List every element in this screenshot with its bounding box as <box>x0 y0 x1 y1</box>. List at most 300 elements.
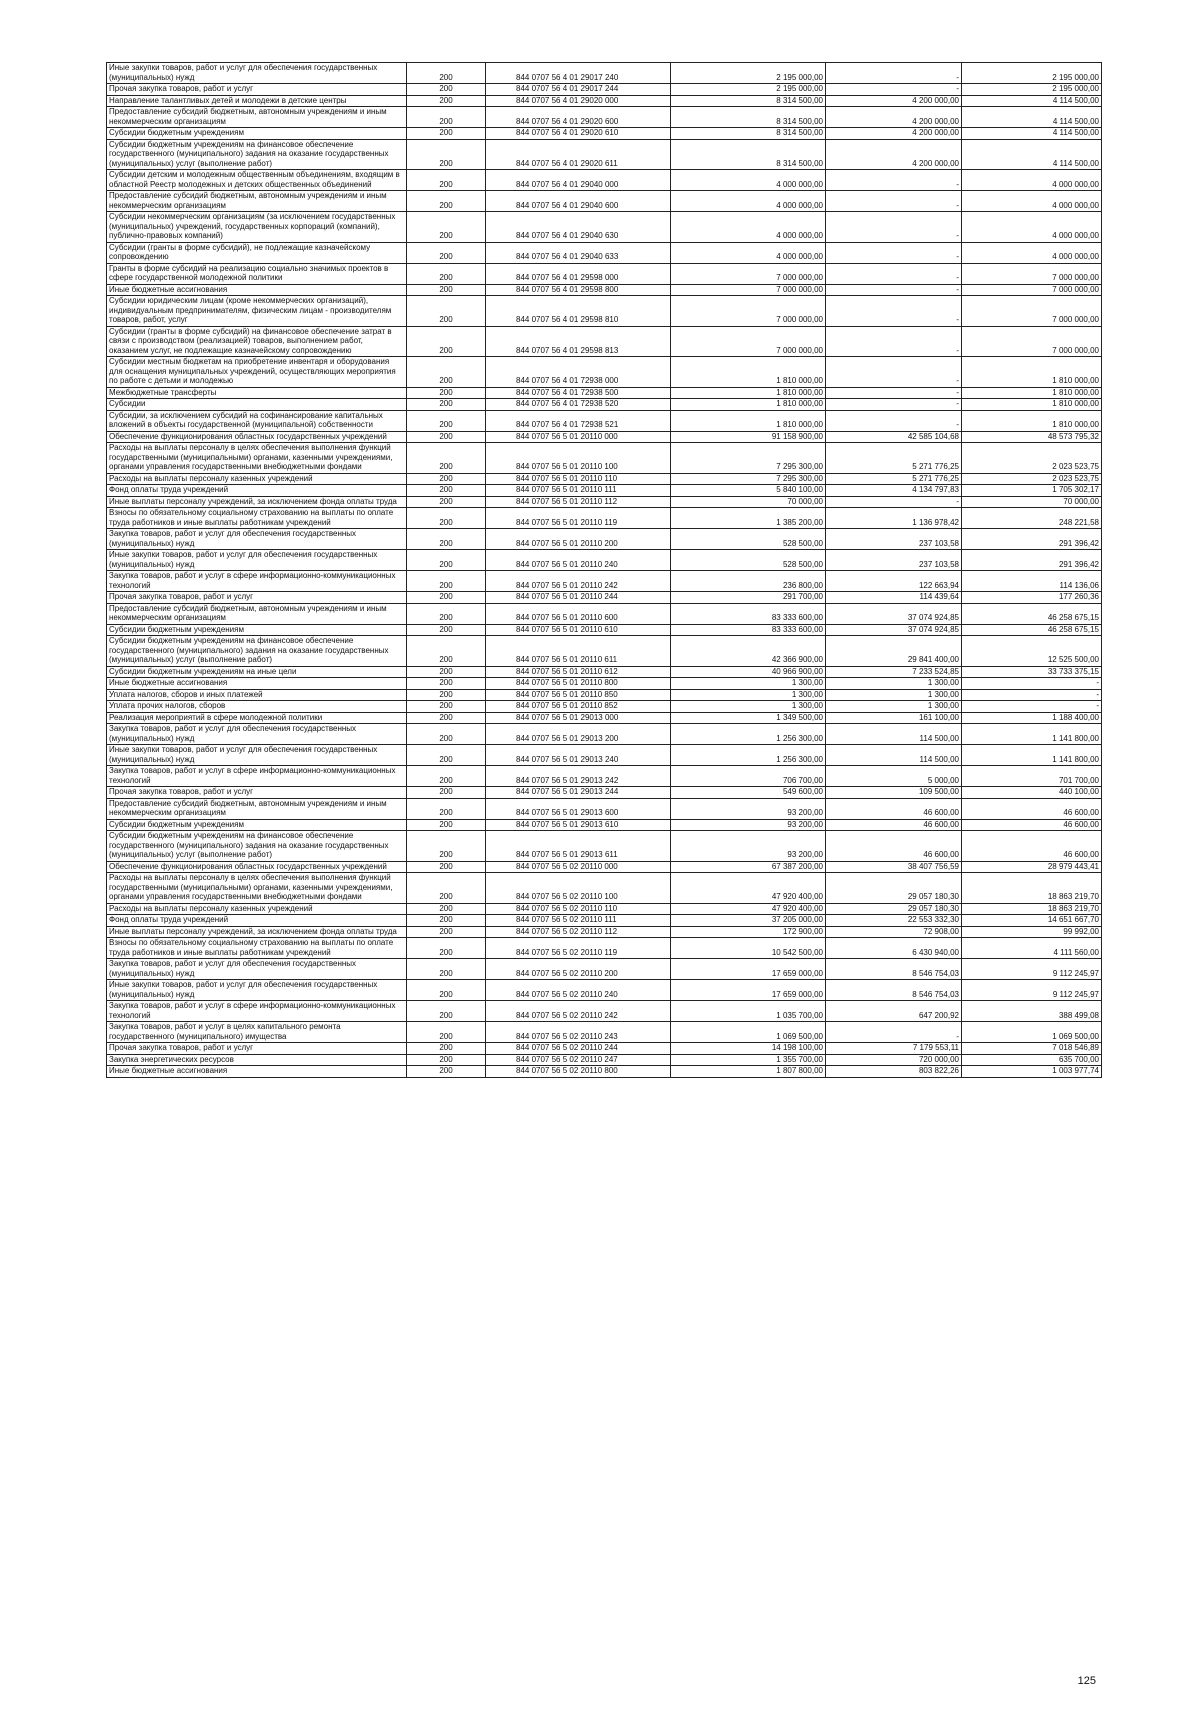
row-remaining-cell: 4 000 000,00 <box>962 191 1102 212</box>
table-row <box>107 550 1102 571</box>
row-budget-code-cell: 844 0707 56 5 01 20110 850 <box>486 689 671 701</box>
table-row <box>107 1054 1102 1066</box>
table-row <box>107 980 1102 1001</box>
row-budget-code-cell: 844 0707 56 5 01 20110 242 <box>486 571 671 592</box>
row-executed-cell: 114 500,00 <box>826 745 962 766</box>
row-executed-cell: 4 200 000,00 <box>826 139 962 170</box>
row-line-code-cell: 200 <box>407 592 486 604</box>
row-approved-cell: 1 035 700,00 <box>671 1001 826 1022</box>
row-executed-cell: - <box>826 84 962 96</box>
row-budget-code-cell: 844 0707 56 4 01 72938 500 <box>486 387 671 399</box>
table-row <box>107 263 1102 284</box>
row-budget-code-cell: 844 0707 56 5 02 20110 100 <box>486 873 671 904</box>
row-line-code-cell: 200 <box>407 712 486 724</box>
table-row <box>107 571 1102 592</box>
row-remaining-cell: 4 000 000,00 <box>962 242 1102 263</box>
row-name-cell: Иные бюджетные ассигнования <box>107 1066 407 1078</box>
row-executed-cell: - <box>826 191 962 212</box>
row-line-code-cell: 200 <box>407 473 486 485</box>
row-remaining-cell: 7 000 000,00 <box>962 296 1102 327</box>
row-line-code-cell: 200 <box>407 84 486 96</box>
row-budget-code-cell: 844 0707 56 5 02 20110 240 <box>486 980 671 1001</box>
row-line-code-cell: 200 <box>407 399 486 411</box>
page-number: 125 <box>1077 1675 1096 1687</box>
row-name-cell: Субсидии бюджетным учреждениям на иные цели <box>107 666 407 678</box>
row-remaining-cell: 1 069 500,00 <box>962 1022 1102 1043</box>
row-remaining-cell: 7 018 546,89 <box>962 1043 1102 1055</box>
table-row <box>107 84 1102 96</box>
table-row <box>107 831 1102 862</box>
row-remaining-cell: 248 221,58 <box>962 508 1102 529</box>
row-approved-cell: 291 700,00 <box>671 592 826 604</box>
table-row <box>107 431 1102 443</box>
row-line-code-cell: 200 <box>407 689 486 701</box>
row-line-code-cell: 200 <box>407 603 486 624</box>
row-budget-code-cell: 844 0707 56 5 01 20110 611 <box>486 636 671 667</box>
row-name-cell: Субсидии (гранты в форме субсидий) на финансовое обеспечение затрат в связи с производством (реализацией) товаров, выполнением работ, оказанием услуг, не подлежащие казначейскому сопровождению <box>107 326 407 357</box>
row-name-cell: Иные выплаты персоналу учреждений, за исключением фонда оплаты труда <box>107 926 407 938</box>
row-budget-code-cell: 844 0707 56 5 01 20110 112 <box>486 496 671 508</box>
row-budget-code-cell: 844 0707 56 5 01 29013 240 <box>486 745 671 766</box>
row-budget-code-cell: 844 0707 56 4 01 29020 000 <box>486 95 671 107</box>
row-remaining-cell: 1 705 302,17 <box>962 485 1102 497</box>
row-name-cell: Предоставление субсидий бюджетным, автономным учреждениям и иным некоммерческим организациям <box>107 798 407 819</box>
row-approved-cell: 7 000 000,00 <box>671 296 826 327</box>
table-row <box>107 819 1102 831</box>
row-remaining-cell: 46 258 675,15 <box>962 603 1102 624</box>
row-executed-cell: 4 134 797,83 <box>826 485 962 497</box>
row-approved-cell: 1 810 000,00 <box>671 357 826 388</box>
row-remaining-cell: 9 112 245,97 <box>962 980 1102 1001</box>
row-name-cell: Закупка товаров, работ и услуг для обеспечения государственных (муниципальных) нужд <box>107 724 407 745</box>
table-row <box>107 326 1102 357</box>
row-line-code-cell: 200 <box>407 128 486 140</box>
row-budget-code-cell: 844 0707 56 5 01 20110 240 <box>486 550 671 571</box>
row-approved-cell: 1 349 500,00 <box>671 712 826 724</box>
row-approved-cell: 8 314 500,00 <box>671 95 826 107</box>
table-row <box>107 624 1102 636</box>
row-approved-cell: 10 542 500,00 <box>671 938 826 959</box>
row-line-code-cell: 200 <box>407 326 486 357</box>
table-row <box>107 666 1102 678</box>
row-approved-cell: 37 205 000,00 <box>671 915 826 927</box>
row-budget-code-cell: 844 0707 56 5 01 20110 244 <box>486 592 671 604</box>
row-name-cell: Субсидии детским и молодежным общественным объединениям, входящим в областной Реестр молодежных и детских общественных объединений <box>107 170 407 191</box>
row-budget-code-cell: 844 0707 56 5 02 20110 800 <box>486 1066 671 1078</box>
row-executed-cell: - <box>826 1022 962 1043</box>
table-row <box>107 443 1102 474</box>
row-executed-cell: 237 103,58 <box>826 529 962 550</box>
row-budget-code-cell: 844 0707 56 5 01 20110 119 <box>486 508 671 529</box>
row-approved-cell: 8 314 500,00 <box>671 107 826 128</box>
row-remaining-cell: 2 023 523,75 <box>962 443 1102 474</box>
row-remaining-cell: 99 992,00 <box>962 926 1102 938</box>
row-line-code-cell: 200 <box>407 1001 486 1022</box>
row-line-code-cell: 200 <box>407 938 486 959</box>
row-budget-code-cell: 844 0707 56 5 01 29013 000 <box>486 712 671 724</box>
row-approved-cell: 2 195 000,00 <box>671 84 826 96</box>
row-line-code-cell: 200 <box>407 959 486 980</box>
row-line-code-cell: 200 <box>407 139 486 170</box>
row-line-code-cell: 200 <box>407 485 486 497</box>
row-name-cell: Субсидии бюджетным учреждениям на финансовое обеспечение государственного (муниципального) задания на оказание государственных (муниципальных) услуг (выполнение работ) <box>107 636 407 667</box>
row-approved-cell: 172 900,00 <box>671 926 826 938</box>
row-budget-code-cell: 844 0707 56 5 01 20110 000 <box>486 431 671 443</box>
row-budget-code-cell: 844 0707 56 4 01 29020 610 <box>486 128 671 140</box>
row-budget-code-cell: 844 0707 56 4 01 29017 244 <box>486 84 671 96</box>
row-name-cell: Субсидии (гранты в форме субсидий), не подлежащие казначейскому сопровождению <box>107 242 407 263</box>
row-remaining-cell: 177 260,36 <box>962 592 1102 604</box>
row-line-code-cell: 200 <box>407 387 486 399</box>
row-line-code-cell: 200 <box>407 915 486 927</box>
row-budget-code-cell: 844 0707 56 4 01 29040 633 <box>486 242 671 263</box>
row-executed-cell: 46 600,00 <box>826 798 962 819</box>
row-line-code-cell: 200 <box>407 550 486 571</box>
row-line-code-cell: 200 <box>407 624 486 636</box>
row-remaining-cell: 1 810 000,00 <box>962 387 1102 399</box>
row-executed-cell: - <box>826 170 962 191</box>
row-executed-cell: 72 908,00 <box>826 926 962 938</box>
row-name-cell: Закупка товаров, работ и услуг для обеспечения государственных (муниципальных) нужд <box>107 529 407 550</box>
row-budget-code-cell: 844 0707 56 5 02 20110 110 <box>486 903 671 915</box>
row-budget-code-cell: 844 0707 56 5 02 20110 200 <box>486 959 671 980</box>
row-approved-cell: 1 810 000,00 <box>671 399 826 411</box>
row-name-cell: Взносы по обязательному социальному страхованию на выплаты по оплате труда работников и иные выплаты работникам учреждений <box>107 508 407 529</box>
row-budget-code-cell: 844 0707 56 5 02 20110 247 <box>486 1054 671 1066</box>
row-approved-cell: 93 200,00 <box>671 831 826 862</box>
row-executed-cell: 7 179 553,11 <box>826 1043 962 1055</box>
row-budget-code-cell: 844 0707 56 5 01 20110 111 <box>486 485 671 497</box>
row-name-cell: Иные бюджетные ассигнования <box>107 678 407 690</box>
row-budget-code-cell: 844 0707 56 5 02 20110 242 <box>486 1001 671 1022</box>
row-remaining-cell: 46 600,00 <box>962 819 1102 831</box>
row-line-code-cell: 200 <box>407 980 486 1001</box>
row-executed-cell: 4 200 000,00 <box>826 107 962 128</box>
table-row <box>107 139 1102 170</box>
table-row <box>107 873 1102 904</box>
row-budget-code-cell: 844 0707 56 5 01 29013 244 <box>486 787 671 799</box>
row-remaining-cell: 1 810 000,00 <box>962 357 1102 388</box>
table-row <box>107 508 1102 529</box>
row-name-cell: Иные закупки товаров, работ и услуг для обеспечения государственных (муниципальных) нужд <box>107 980 407 1001</box>
row-approved-cell: 8 314 500,00 <box>671 139 826 170</box>
row-line-code-cell: 200 <box>407 529 486 550</box>
row-remaining-cell: 114 136,06 <box>962 571 1102 592</box>
row-name-cell: Обеспечение функционирования областных государственных учреждений <box>107 431 407 443</box>
table-row <box>107 701 1102 713</box>
row-remaining-cell: 701 700,00 <box>962 766 1102 787</box>
row-name-cell: Иные выплаты персоналу учреждений, за исключением фонда оплаты труда <box>107 496 407 508</box>
row-approved-cell: 706 700,00 <box>671 766 826 787</box>
row-line-code-cell: 200 <box>407 926 486 938</box>
row-approved-cell: 67 387 200,00 <box>671 861 826 873</box>
row-budget-code-cell: 844 0707 56 5 01 20110 612 <box>486 666 671 678</box>
row-name-cell: Межбюджетные трансферты <box>107 387 407 399</box>
row-executed-cell: 6 430 940,00 <box>826 938 962 959</box>
row-remaining-cell: 46 258 675,15 <box>962 624 1102 636</box>
row-name-cell: Прочая закупка товаров, работ и услуг <box>107 592 407 604</box>
row-executed-cell: 29 057 180,30 <box>826 903 962 915</box>
row-remaining-cell: 2 195 000,00 <box>962 63 1102 84</box>
row-name-cell: Закупка товаров, работ и услуг в сфере информационно-коммуникационных технологий <box>107 571 407 592</box>
row-name-cell: Расходы на выплаты персоналу в целях обеспечения выполнения функций государственными (муниципальными) органами, казенными учреждениями, органами управления государственными внебюджетными фондами <box>107 443 407 474</box>
table-row <box>107 410 1102 431</box>
row-line-code-cell: 200 <box>407 666 486 678</box>
row-name-cell: Гранты в форме субсидий на реализацию социально значимых проектов в сфере государственной молодежной политики <box>107 263 407 284</box>
row-approved-cell: 1 810 000,00 <box>671 387 826 399</box>
row-line-code-cell: 200 <box>407 107 486 128</box>
row-executed-cell: 46 600,00 <box>826 831 962 862</box>
table-row <box>107 766 1102 787</box>
row-budget-code-cell: 844 0707 56 5 01 20110 100 <box>486 443 671 474</box>
row-remaining-cell: 46 600,00 <box>962 798 1102 819</box>
row-approved-cell: 4 000 000,00 <box>671 242 826 263</box>
row-executed-cell: 237 103,58 <box>826 550 962 571</box>
row-budget-code-cell: 844 0707 56 5 01 29013 611 <box>486 831 671 862</box>
row-approved-cell: 70 000,00 <box>671 496 826 508</box>
row-line-code-cell: 200 <box>407 1066 486 1078</box>
row-name-cell: Предоставление субсидий бюджетным, автономным учреждениям и иным некоммерческим организациям <box>107 603 407 624</box>
row-approved-cell: 1 256 300,00 <box>671 745 826 766</box>
row-approved-cell: 528 500,00 <box>671 550 826 571</box>
row-name-cell: Субсидии юридическим лицам (кроме некоммерческих организаций), индивидуальным предпринимателям, физическим лицам - производителям товаров, работ, услуг <box>107 296 407 327</box>
row-remaining-cell: 7 000 000,00 <box>962 263 1102 284</box>
row-budget-code-cell: 844 0707 56 4 01 72938 520 <box>486 399 671 411</box>
row-name-cell: Субсидии бюджетным учреждениям на финансовое обеспечение государственного (муниципального) задания на оказание государственных (муниципальных) услуг (выполнение работ) <box>107 831 407 862</box>
row-name-cell: Закупка товаров, работ и услуг для обеспечения государственных (муниципальных) нужд <box>107 959 407 980</box>
row-remaining-cell: 14 651 667,70 <box>962 915 1102 927</box>
table-row <box>107 678 1102 690</box>
row-approved-cell: 83 333 600,00 <box>671 603 826 624</box>
row-budget-code-cell: 844 0707 56 5 01 29013 242 <box>486 766 671 787</box>
row-executed-cell: 803 822,26 <box>826 1066 962 1078</box>
row-line-code-cell: 200 <box>407 95 486 107</box>
row-executed-cell: - <box>826 296 962 327</box>
table-row <box>107 926 1102 938</box>
row-remaining-cell: 33 733 375,15 <box>962 666 1102 678</box>
row-approved-cell: 1 810 000,00 <box>671 410 826 431</box>
row-name-cell: Субсидии бюджетным учреждениям <box>107 819 407 831</box>
row-remaining-cell: 4 114 500,00 <box>962 95 1102 107</box>
row-name-cell: Закупка товаров, работ и услуг в сфере информационно-коммуникационных технологий <box>107 766 407 787</box>
row-remaining-cell: 1 188 400,00 <box>962 712 1102 724</box>
row-approved-cell: 42 366 900,00 <box>671 636 826 667</box>
row-budget-code-cell: 844 0707 56 4 01 29017 240 <box>486 63 671 84</box>
row-name-cell: Обеспечение функционирования областных государственных учреждений <box>107 861 407 873</box>
table-row <box>107 191 1102 212</box>
row-executed-cell: 42 585 104,68 <box>826 431 962 443</box>
row-remaining-cell: 1 141 800,00 <box>962 724 1102 745</box>
row-budget-code-cell: 844 0707 56 4 01 29598 000 <box>486 263 671 284</box>
table-row <box>107 959 1102 980</box>
table-row <box>107 798 1102 819</box>
row-executed-cell: 29 057 180,30 <box>826 873 962 904</box>
table-row <box>107 107 1102 128</box>
table-row <box>107 903 1102 915</box>
row-approved-cell: 7 000 000,00 <box>671 263 826 284</box>
row-executed-cell: 5 271 776,25 <box>826 443 962 474</box>
row-executed-cell: 1 136 978,42 <box>826 508 962 529</box>
row-budget-code-cell: 844 0707 56 5 02 20110 000 <box>486 861 671 873</box>
row-executed-cell: 37 074 924,85 <box>826 603 962 624</box>
row-approved-cell: 40 966 900,00 <box>671 666 826 678</box>
row-remaining-cell: - <box>962 678 1102 690</box>
row-executed-cell: 4 200 000,00 <box>826 128 962 140</box>
row-approved-cell: 93 200,00 <box>671 798 826 819</box>
row-executed-cell: 720 000,00 <box>826 1054 962 1066</box>
row-line-code-cell: 200 <box>407 284 486 296</box>
row-approved-cell: 17 659 000,00 <box>671 980 826 1001</box>
row-budget-code-cell: 844 0707 56 5 01 20110 200 <box>486 529 671 550</box>
table-row <box>107 284 1102 296</box>
row-approved-cell: 7 295 300,00 <box>671 443 826 474</box>
row-executed-cell: - <box>826 63 962 84</box>
row-remaining-cell: 1 141 800,00 <box>962 745 1102 766</box>
row-line-code-cell: 200 <box>407 798 486 819</box>
row-executed-cell: 38 407 756,59 <box>826 861 962 873</box>
row-remaining-cell: 4 111 560,00 <box>962 938 1102 959</box>
row-line-code-cell: 200 <box>407 63 486 84</box>
row-line-code-cell: 200 <box>407 819 486 831</box>
table-row <box>107 603 1102 624</box>
row-remaining-cell: 9 112 245,97 <box>962 959 1102 980</box>
row-remaining-cell: 7 000 000,00 <box>962 326 1102 357</box>
row-approved-cell: 7 295 300,00 <box>671 473 826 485</box>
row-executed-cell: 5 271 776,25 <box>826 473 962 485</box>
row-name-cell: Закупка энергетических ресурсов <box>107 1054 407 1066</box>
row-line-code-cell: 200 <box>407 443 486 474</box>
row-executed-cell: - <box>826 284 962 296</box>
row-approved-cell: 2 195 000,00 <box>671 63 826 84</box>
row-executed-cell: 1 300,00 <box>826 689 962 701</box>
table-row <box>107 399 1102 411</box>
row-name-cell: Закупка товаров, работ и услуг в целях капитального ремонта государственного (муниципального) имущества <box>107 1022 407 1043</box>
row-name-cell: Расходы на выплаты персоналу в целях обеспечения выполнения функций государственными (муниципальными) органами, казенными учреждениями, органами управления государственными внебюджетными фондами <box>107 873 407 904</box>
table-row <box>107 296 1102 327</box>
table-row <box>107 592 1102 604</box>
table-row <box>107 636 1102 667</box>
row-name-cell: Предоставление субсидий бюджетным, автономным учреждениям и иным некоммерческим организациям <box>107 191 407 212</box>
row-budget-code-cell: 844 0707 56 4 01 29598 800 <box>486 284 671 296</box>
table-row <box>107 212 1102 243</box>
row-executed-cell: 4 200 000,00 <box>826 95 962 107</box>
row-approved-cell: 1 300,00 <box>671 678 826 690</box>
row-remaining-cell: 48 573 795,32 <box>962 431 1102 443</box>
row-budget-code-cell: 844 0707 56 5 01 29013 200 <box>486 724 671 745</box>
row-name-cell: Иные закупки товаров, работ и услуг для обеспечения государственных (муниципальных) нужд <box>107 63 407 84</box>
row-name-cell: Субсидии, за исключением субсидий на софинансирование капитальных вложений в объекты государственной (муниципальной) собственности <box>107 410 407 431</box>
table-row <box>107 63 1102 84</box>
row-executed-cell: 114 500,00 <box>826 724 962 745</box>
row-remaining-cell: - <box>962 689 1102 701</box>
row-remaining-cell: 4 000 000,00 <box>962 170 1102 191</box>
row-executed-cell: - <box>826 326 962 357</box>
row-name-cell: Взносы по обязательному социальному страхованию на выплаты по оплате труда работников и иные выплаты работникам учреждений <box>107 938 407 959</box>
budget-table <box>106 62 1102 1078</box>
row-approved-cell: 528 500,00 <box>671 529 826 550</box>
row-name-cell: Иные бюджетные ассигнования <box>107 284 407 296</box>
row-executed-cell: 37 074 924,85 <box>826 624 962 636</box>
row-approved-cell: 1 256 300,00 <box>671 724 826 745</box>
table-row <box>107 712 1102 724</box>
row-name-cell: Расходы на выплаты персоналу казенных учреждений <box>107 473 407 485</box>
row-approved-cell: 1 300,00 <box>671 701 826 713</box>
row-name-cell: Фонд оплаты труда учреждений <box>107 485 407 497</box>
row-executed-cell: - <box>826 496 962 508</box>
row-line-code-cell: 200 <box>407 357 486 388</box>
row-remaining-cell: 12 525 500,00 <box>962 636 1102 667</box>
row-budget-code-cell: 844 0707 56 5 01 20110 852 <box>486 701 671 713</box>
row-budget-code-cell: 844 0707 56 5 02 20110 119 <box>486 938 671 959</box>
row-name-cell: Реализация мероприятий в сфере молодежной политики <box>107 712 407 724</box>
row-remaining-cell: 440 100,00 <box>962 787 1102 799</box>
row-budget-code-cell: 844 0707 56 5 02 20110 112 <box>486 926 671 938</box>
table-row <box>107 861 1102 873</box>
row-line-code-cell: 200 <box>407 410 486 431</box>
row-line-code-cell: 200 <box>407 263 486 284</box>
table-row <box>107 387 1102 399</box>
row-executed-cell: 22 553 332,30 <box>826 915 962 927</box>
row-approved-cell: 47 920 400,00 <box>671 873 826 904</box>
row-approved-cell: 236 800,00 <box>671 571 826 592</box>
row-executed-cell: 109 500,00 <box>826 787 962 799</box>
row-executed-cell: - <box>826 357 962 388</box>
row-approved-cell: 1 807 800,00 <box>671 1066 826 1078</box>
row-line-code-cell: 200 <box>407 745 486 766</box>
row-budget-code-cell: 844 0707 56 5 01 20110 800 <box>486 678 671 690</box>
row-budget-code-cell: 844 0707 56 5 02 20110 243 <box>486 1022 671 1043</box>
row-remaining-cell: - <box>962 701 1102 713</box>
table-row <box>107 485 1102 497</box>
row-budget-code-cell: 844 0707 56 4 01 29040 600 <box>486 191 671 212</box>
row-approved-cell: 17 659 000,00 <box>671 959 826 980</box>
table-row <box>107 170 1102 191</box>
row-approved-cell: 1 300,00 <box>671 689 826 701</box>
row-line-code-cell: 200 <box>407 242 486 263</box>
row-remaining-cell: 291 396,42 <box>962 529 1102 550</box>
row-name-cell: Закупка товаров, работ и услуг в сфере информационно-коммуникационных технологий <box>107 1001 407 1022</box>
table-row <box>107 915 1102 927</box>
row-remaining-cell: 1 003 977,74 <box>962 1066 1102 1078</box>
row-approved-cell: 93 200,00 <box>671 819 826 831</box>
table-row <box>107 95 1102 107</box>
row-line-code-cell: 200 <box>407 212 486 243</box>
row-remaining-cell: 635 700,00 <box>962 1054 1102 1066</box>
row-executed-cell: 8 546 754,03 <box>826 980 962 1001</box>
table-row <box>107 1022 1102 1043</box>
row-executed-cell: 7 233 524,85 <box>826 666 962 678</box>
row-executed-cell: 1 300,00 <box>826 701 962 713</box>
table-row <box>107 473 1102 485</box>
row-remaining-cell: 18 863 219,70 <box>962 873 1102 904</box>
row-remaining-cell: 4 114 500,00 <box>962 107 1102 128</box>
row-remaining-cell: 4 114 500,00 <box>962 139 1102 170</box>
row-name-cell: Иные закупки товаров, работ и услуг для обеспечения государственных (муниципальных) нужд <box>107 745 407 766</box>
row-line-code-cell: 200 <box>407 873 486 904</box>
row-name-cell: Направление талантливых детей и молодежи в детские центры <box>107 95 407 107</box>
row-line-code-cell: 200 <box>407 701 486 713</box>
row-executed-cell: - <box>826 212 962 243</box>
row-name-cell: Субсидии некоммерческим организациям (за исключением государственных (муниципальных) учреждений, государственных корпораций (компаний), публично-правовых компаний) <box>107 212 407 243</box>
table-row <box>107 745 1102 766</box>
row-executed-cell: 114 439,64 <box>826 592 962 604</box>
row-budget-code-cell: 844 0707 56 5 01 20110 600 <box>486 603 671 624</box>
row-approved-cell: 7 000 000,00 <box>671 326 826 357</box>
row-name-cell: Субсидии бюджетным учреждениям <box>107 624 407 636</box>
row-remaining-cell: 388 499,08 <box>962 1001 1102 1022</box>
row-line-code-cell: 200 <box>407 296 486 327</box>
row-name-cell: Субсидии бюджетным учреждениям на финансовое обеспечение государственного (муниципального) задания на оказание государственных (муниципальных) услуг (выполнение работ) <box>107 139 407 170</box>
